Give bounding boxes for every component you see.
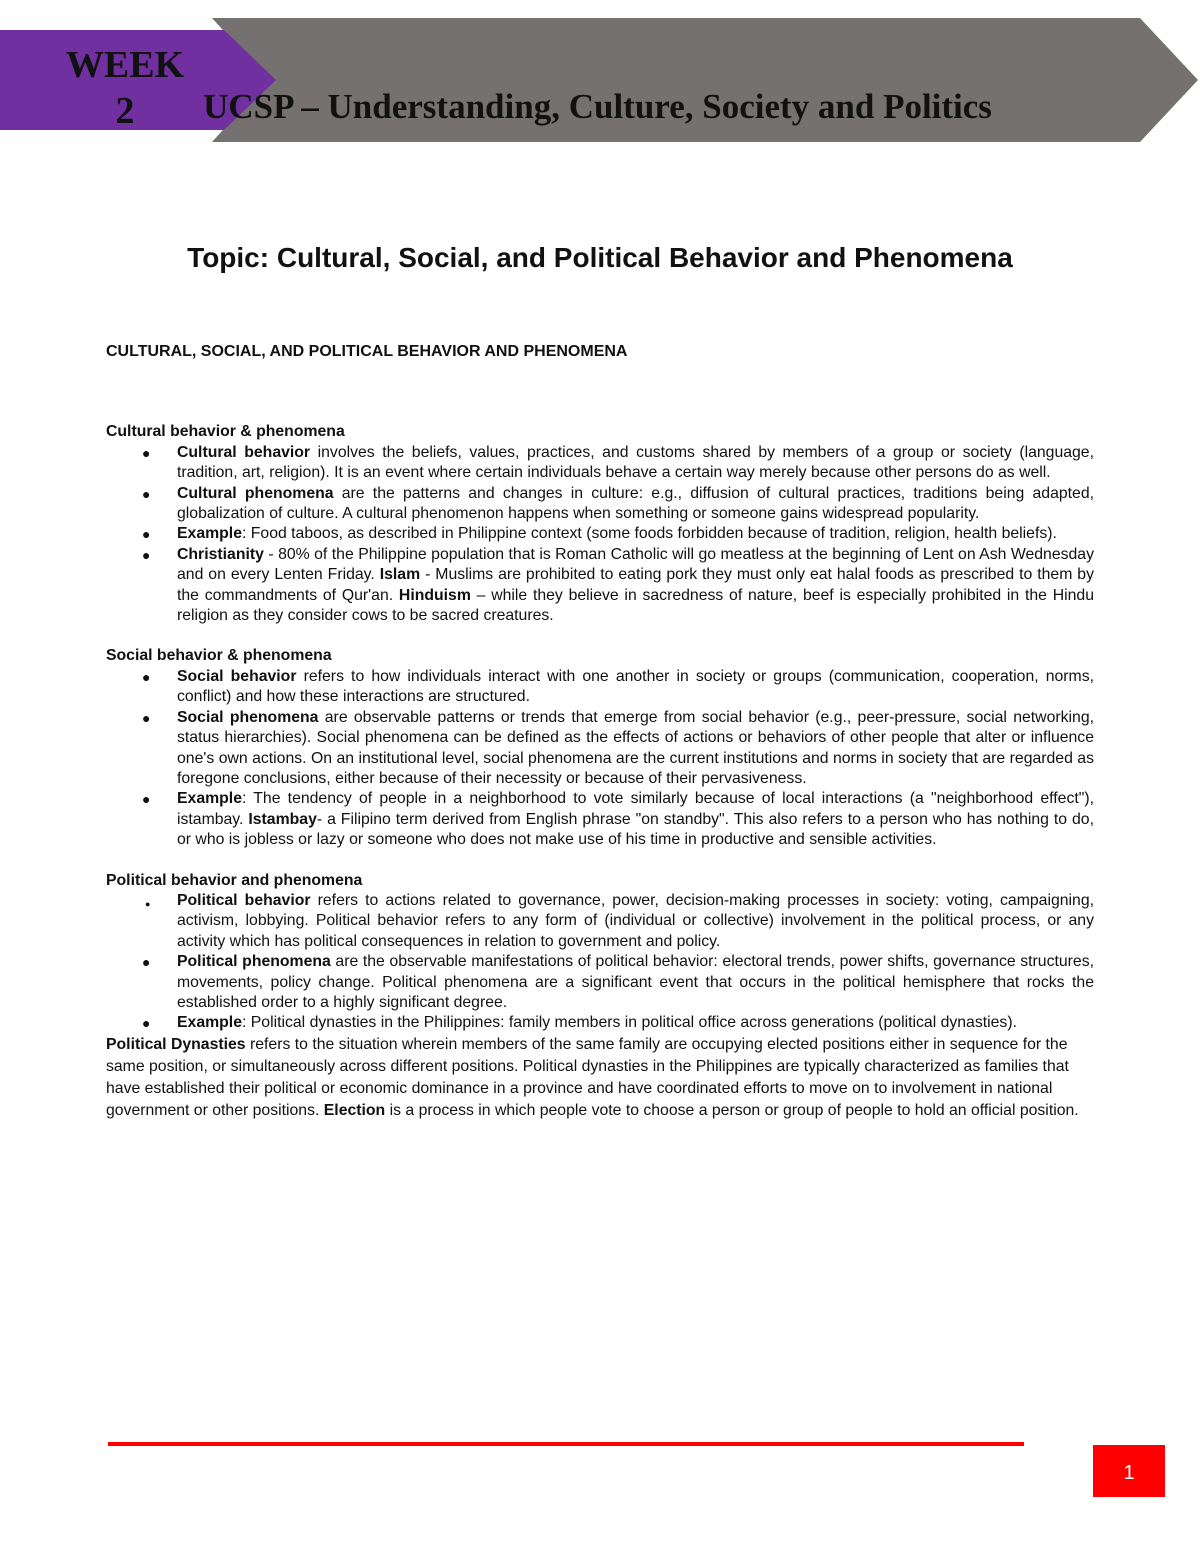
list-item: [106, 789, 1094, 850]
bullet-icon: ●: [142, 709, 151, 726]
item-text: refers to how individuals interact with one another in society or groups (communication, cooperation, norms, conflict) and how these interactions are structured.: [177, 667, 1095, 706]
closing-paragraph: [106, 1034, 1094, 1122]
section-social: [106, 646, 1094, 850]
item-text: are observable patterns or trends that emerge from social behavior (e.g., peer-pressure, social networking, status hierarchies). Social phenomena can be defined as the effects of actions or behaviors of other people that alter or influence one's own actions. On an institutional level, social phenomena are the current institutions and norms in society that are regarded as foregone conclusions, either because of their necessity or because of their pervasiveness.: [177, 708, 1095, 787]
term: Christianity: [177, 545, 264, 563]
list-item: [106, 1013, 1094, 1033]
term: Political phenomena: [177, 953, 331, 971]
item-text: involves the beliefs, values, practices, and customs shared by members of a group or society (language, tradition, art, religion). It is an event where certain individuals behave a certain way merely because other persons do as well.: [177, 443, 1094, 482]
bullet-list: [106, 891, 1094, 1034]
list-item: [106, 443, 1094, 484]
list-item: [106, 484, 1094, 525]
bullet-icon: ●: [142, 668, 151, 685]
section-political: [106, 871, 1094, 1034]
list-item: [106, 952, 1094, 1013]
term: Istambay: [248, 810, 317, 828]
page-number: 1: [1093, 1445, 1165, 1497]
main-heading: CULTURAL, SOCIAL, AND POLITICAL BEHAVIOR AND PHENOMENA: [106, 343, 628, 360]
term: Example: [177, 790, 242, 808]
bullet-icon: ●: [142, 546, 151, 563]
bullet-icon: ●: [142, 526, 151, 543]
item-text: : Political dynasties in the Philippines: family members in political office across generations (political dynasties).: [241, 1014, 1017, 1032]
topic-heading: Topic: Cultural, Social, and Political Behavior and Phenomena: [187, 242, 1013, 273]
item-text: : Food taboos, as described in Philippine context (some foods forbidden because of tradition, religion, health beliefs).: [241, 525, 1057, 543]
term: Cultural behavior: [177, 443, 311, 461]
paragraph-text: is a process in which people vote to choose a person or group of people to hold an official position.: [385, 1101, 1079, 1119]
bullet-icon: ●: [145, 898, 151, 909]
list-item: [106, 667, 1094, 708]
bullet-icon: ●: [142, 444, 151, 461]
list-item: [106, 524, 1094, 544]
item-text: - 80% of the Philippine population that is Roman Catholic will go meatless at the beginning of Lent on Ash Wednesday and on every Lenten Friday.: [177, 545, 1094, 584]
bullet-icon: ●: [142, 954, 151, 971]
item-text: are the patterns and changes in culture: e.g., diffusion of cultural practices, traditions being adapted, globalization of culture. A cultural phenomenon happens when something or someone gains widespread popularity.: [177, 484, 1095, 523]
section-heading: Social behavior & phenomena: [106, 647, 332, 665]
term: Cultural phenomena: [177, 484, 334, 502]
section-heading: Cultural behavior & phenomena: [106, 423, 345, 441]
week-label: [40, 42, 210, 134]
bullet-icon: ●: [142, 791, 151, 808]
footer-divider: [108, 1442, 1024, 1446]
term: Political behavior: [177, 891, 311, 909]
term: Political Dynasties: [106, 1035, 246, 1053]
term: Example: [177, 1014, 242, 1032]
item-text: - a Filipino term derived from English phrase "on standby". This also refers to a person who has nothing to do, or who is jobless or lazy or someone who does not make use of his time in productive and sensible activities.: [177, 810, 1094, 849]
paragraph-text: refers to the situation wherein members of the same family are occupying elected positions either in sequence for the same position, or simultaneously across different positions. Political dynasties in the Philippines are typically characterized as families that have established their political or economic dominance in a province and have coordinated efforts to move on to involvement in national government or other positions.: [106, 1035, 1069, 1119]
bullet-list: [106, 667, 1094, 851]
term: Social behavior: [177, 667, 297, 685]
item-text: – while they believe in sacredness of nature, beef is especially prohibited in the Hindu religion as they consider cows to be sacred creatures.: [177, 586, 1094, 625]
list-item: [106, 891, 1094, 952]
section-cultural: [106, 422, 1094, 626]
term: Election: [323, 1101, 386, 1119]
list-item: [106, 545, 1094, 627]
week-word: WEEK: [65, 44, 185, 86]
term: Social phenomena: [177, 708, 319, 726]
item-text: : The tendency of people in a neighborhood to vote similarly because of local interactions (a "neighborhood effect"), istambay.: [177, 790, 1094, 828]
section-heading: Political behavior and phenomena: [106, 871, 363, 889]
item-text: - Muslims are prohibited to eating pork they must only eat halal foods as prescribed to them by the commandments of Qur'an.: [177, 566, 1094, 604]
course-title: UCSP – Understanding, Culture, Society and Politics: [203, 87, 992, 126]
bullet-list: [106, 443, 1094, 627]
document-body: [106, 342, 1094, 1122]
bullet-icon: ●: [142, 485, 151, 502]
bullet-icon: ●: [142, 1015, 151, 1032]
list-item: [106, 708, 1094, 790]
week-number: 2: [115, 90, 135, 132]
item-text: refers to actions related to governance, power, decision-making processes in society: voting, campaigning, activism, lobbying. Political behavior refers to any form of (individual or collective) involvement in the political process, or any activity which has political consequences in relation to government and policy.: [177, 891, 1094, 950]
term: Example: [177, 525, 242, 543]
item-text: are the observable manifestations of political behavior: electoral trends, power shifts, governance structures, movements, policy change. Political phenomena are a significant event that occurs in the political hemisphere that rocks the established order to a highly significant degree.: [177, 953, 1094, 1011]
term: Hinduism: [398, 586, 471, 604]
term: Islam: [379, 566, 421, 584]
